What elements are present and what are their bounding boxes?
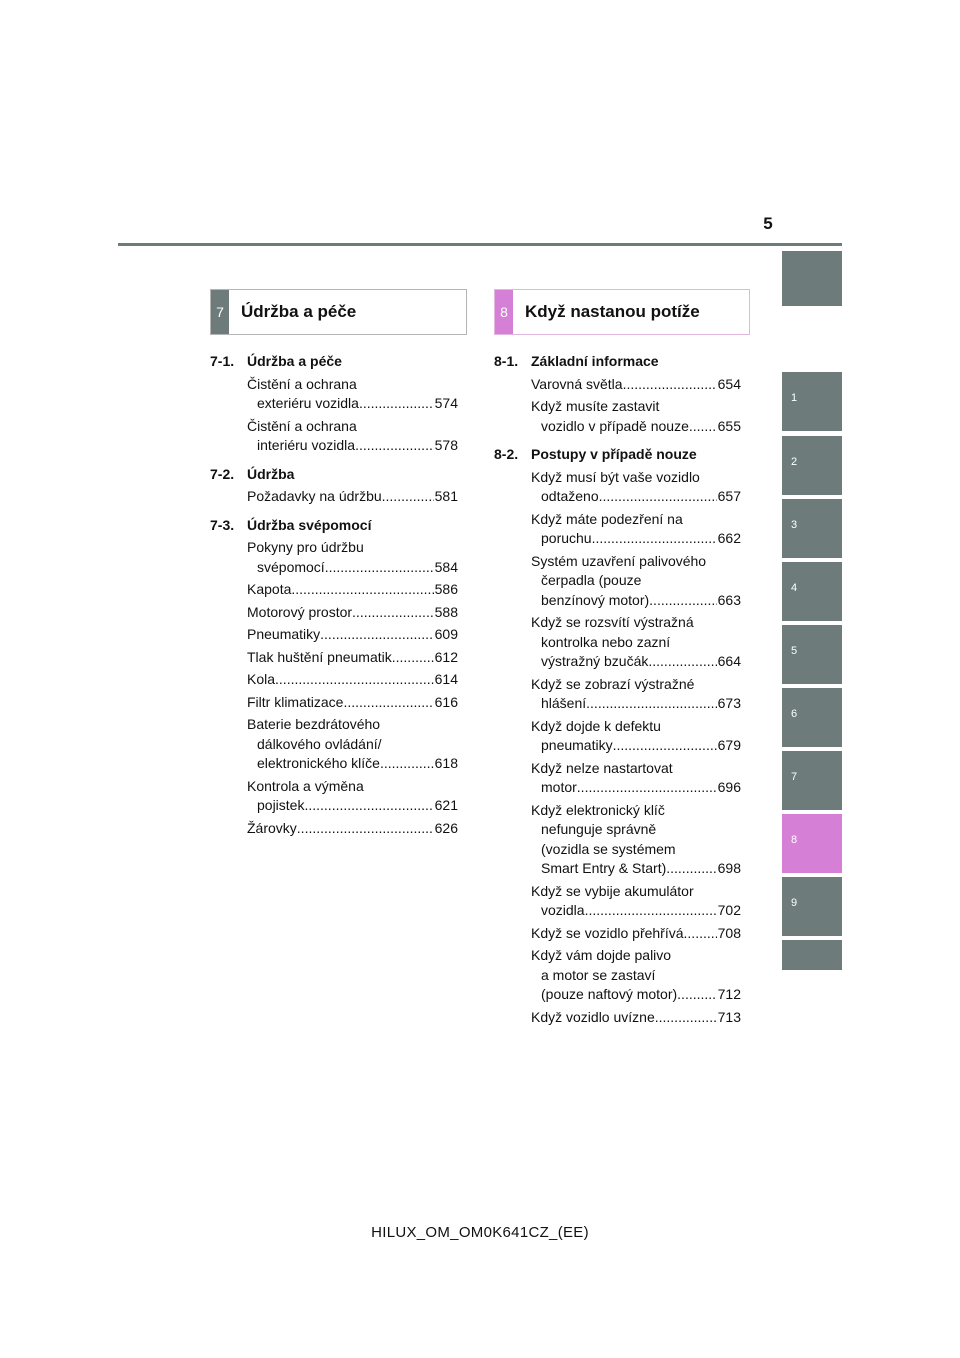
toc-entry[interactable] (210, 603, 458, 623)
toc-entry-last-line (531, 778, 741, 798)
toc-entry[interactable] (494, 397, 741, 436)
toc-entry-text: Systém uzavření palivového (531, 552, 707, 569)
toc-entry-last-line (531, 736, 741, 756)
toc-entry-text: Pokyny pro údržbu (247, 539, 364, 555)
section-title (494, 352, 741, 372)
toc-entry-text: Kapota (247, 581, 292, 597)
toc-entry-text: Když se rozsvítí výstražná (531, 614, 694, 630)
toc-entry-last-line (247, 693, 458, 713)
toc-entry-last-line (247, 487, 458, 507)
section-title-text: Údržba (247, 465, 295, 482)
section-title (210, 516, 458, 536)
section-number: 8-1. (494, 353, 519, 369)
toc-entry-last-line (531, 591, 741, 611)
dot-leader (585, 901, 717, 921)
toc-entry-text: vozidla (541, 902, 585, 918)
toc-entry-last-line (247, 580, 458, 600)
dot-leader (297, 819, 434, 839)
dot-leader (304, 796, 433, 816)
toc-entry-last-line (247, 796, 458, 816)
toc-entry-text: poruchu (541, 530, 592, 546)
toc-entry-last-line (247, 625, 458, 645)
chapter-tab-label: 9 (791, 897, 798, 909)
chapter-8-header (494, 289, 750, 335)
toc-entry-text: dálkového ovládání/ (257, 735, 382, 752)
chapter-7-header (210, 289, 467, 335)
chapter-8-number: 8 (495, 290, 513, 334)
toc-page-number: 655 (717, 417, 741, 434)
toc-entry-text: Když elektronický klíč (531, 801, 665, 818)
chapter-8-contents (494, 352, 741, 1027)
toc-entry-text: Tlak huštění pneumatik (247, 648, 392, 665)
toc-entry-last-line (247, 819, 458, 839)
chapter-tab-label: 4 (791, 582, 798, 594)
toc-entry[interactable] (494, 375, 741, 395)
toc-page-number: 588 (434, 603, 458, 620)
toc-entry-text: Když vám dojde palivo (531, 947, 672, 963)
header-rule (118, 243, 842, 246)
section-number: 7-3. (210, 516, 235, 533)
toc-entry-last-line (247, 648, 458, 668)
toc-entry-text: a motor se zastaví (541, 966, 656, 983)
dot-leader (325, 558, 434, 578)
dot-leader (592, 529, 717, 549)
toc-entry-text: interiéru vozidla (257, 437, 356, 453)
chapter-tab-8[interactable] (782, 814, 842, 873)
chapter-tab-7[interactable] (782, 751, 842, 810)
toc-entry-text: Když se vozidlo přehřívá (531, 924, 684, 941)
toc-page-number: 679 (717, 737, 741, 753)
dot-leader (392, 648, 434, 668)
toc-page-number: 698 (717, 860, 741, 876)
section-title-text: Údržba a péče (247, 353, 342, 369)
toc-entry-text: Když musíte zastavit (531, 398, 660, 414)
toc-entry-text: Žárovky (247, 819, 297, 836)
toc-entry-text: svépomocí (257, 558, 325, 575)
dot-leader (613, 736, 717, 756)
chapter-tab-blank[interactable] (782, 251, 842, 306)
toc-page-number: 663 (717, 591, 741, 608)
dot-leader (352, 603, 434, 623)
toc-entry-text: odtaženo (541, 488, 599, 504)
toc-entry[interactable] (494, 1008, 741, 1028)
toc-page-number: 574 (434, 395, 458, 411)
toc-entry-text: pneumatiky (541, 737, 613, 753)
toc-page-number: 616 (434, 693, 458, 710)
section-number: 8-2. (494, 446, 519, 462)
toc-page-number: 626 (434, 819, 458, 836)
toc-entry-text: Čistění a ochrana (247, 375, 357, 392)
toc-entry-text: Smart Entry & Start) (541, 860, 667, 876)
toc-entry[interactable] (494, 717, 741, 756)
dot-leader (677, 985, 716, 1005)
toc-page-number: 673 (717, 695, 741, 711)
dot-leader (355, 436, 434, 456)
toc-entry-last-line (247, 394, 458, 414)
toc-page-number: 662 (717, 530, 741, 546)
dot-leader (655, 1008, 717, 1028)
toc-entry[interactable] (210, 819, 458, 839)
toc-entry-last-line (247, 754, 458, 774)
toc-entry-text: Kontrola a výměna (247, 777, 364, 794)
dot-leader (599, 487, 717, 507)
toc-entry[interactable] (494, 675, 741, 714)
toc-page-number: 664 (717, 653, 741, 669)
chapter-tab-2[interactable] (782, 436, 842, 495)
toc-entry[interactable] (210, 777, 458, 816)
toc-page-number: 581 (434, 488, 458, 504)
toc-entry-last-line (531, 859, 741, 879)
toc-entry-text: Baterie bezdrátového (247, 716, 381, 732)
toc-entry[interactable] (494, 924, 741, 944)
toc-entry-text: Požadavky na údržbu (247, 488, 382, 504)
section-number: 7-1. (210, 353, 235, 369)
chapter-tab-5[interactable] (782, 625, 842, 684)
dot-leader (689, 417, 717, 437)
toc-entry[interactable] (494, 882, 741, 921)
toc-entry-text: (pouze naftový motor) (541, 986, 678, 1002)
toc-entry-last-line (531, 487, 741, 507)
toc-entry-text: kontrolka nebo zazní (541, 633, 671, 650)
section-title (210, 352, 458, 372)
toc-page-number: 578 (434, 437, 458, 453)
chapter-tab-label: 5 (791, 645, 798, 657)
dot-leader (343, 693, 433, 713)
toc-entry-last-line (531, 924, 741, 944)
toc-entry-last-line (531, 417, 741, 437)
toc-entry[interactable] (494, 468, 741, 507)
chapter-7-contents (210, 352, 458, 838)
toc-entry-text: Varovná světla (531, 375, 623, 392)
toc-entry-text: čerpadla (pouze (541, 572, 642, 588)
toc-entry-text: exteriéru vozidla (257, 395, 359, 411)
toc-entry-text: výstražný bzučák (541, 653, 649, 669)
section-title (210, 465, 458, 485)
dot-leader (586, 694, 716, 714)
toc-entry[interactable] (210, 580, 458, 600)
toc-entry-last-line (531, 985, 741, 1005)
toc-entry-last-line (247, 436, 458, 456)
dot-leader (359, 394, 434, 414)
toc-entry-last-line (531, 652, 741, 672)
toc-entry-text: nefunguje správně (541, 821, 657, 837)
toc-page-number: 584 (434, 558, 458, 575)
toc-page-number: 696 (717, 779, 741, 795)
toc-entry-text: vozidlo v případě nouze (541, 417, 689, 434)
chapter-tab-label: 2 (791, 456, 798, 468)
toc-entry-text: Motorový prostor (247, 603, 353, 620)
toc-entry[interactable] (494, 552, 741, 611)
toc-entry[interactable] (210, 487, 458, 507)
toc-entry-text: Filtr klimatizace (247, 693, 344, 710)
dot-leader (577, 778, 717, 798)
toc-entry-text: hlášení (541, 695, 587, 711)
chapter-tab-label: 1 (791, 392, 798, 404)
toc-entry-last-line (531, 694, 741, 714)
toc-entry-last-line (531, 529, 741, 549)
dot-leader (275, 670, 434, 690)
dot-leader (666, 859, 716, 879)
toc-entry-last-line (531, 901, 741, 921)
dot-leader (380, 754, 434, 774)
dot-leader (320, 625, 433, 645)
toc-page-number: 712 (717, 986, 741, 1002)
toc-entry-text: Když se vybije akumulátor (531, 882, 694, 899)
page-number: 5 (763, 214, 773, 233)
toc-entry-last-line (247, 670, 458, 690)
toc-entry[interactable] (494, 613, 741, 672)
toc-page-number: 614 (434, 671, 458, 687)
toc-entry-text: Když nelze nastartovat (531, 759, 673, 776)
section-title (494, 445, 741, 465)
toc-entry-text: Čistění a ochrana (247, 417, 357, 434)
section-title-text: Údržba svépomocí (247, 516, 372, 533)
chapter-tab-4[interactable] (782, 562, 842, 621)
toc-page-number: 586 (434, 581, 458, 597)
section-title-text: Postupy v případě nouze (531, 446, 697, 462)
toc-page-number: 618 (434, 755, 458, 771)
dot-leader (684, 924, 717, 944)
section-title-text: Základní informace (531, 353, 659, 369)
chapter-7-number: 7 (211, 290, 229, 334)
toc-entry[interactable] (210, 625, 458, 645)
toc-entry[interactable] (210, 670, 458, 690)
chapter-tab-blank[interactable] (782, 940, 842, 970)
chapter-tab-1[interactable] (782, 372, 842, 431)
toc-entry-last-line (531, 1008, 741, 1028)
toc-entry-last-line (531, 375, 741, 395)
toc-entry[interactable] (210, 417, 458, 456)
toc-page-number: 702 (717, 902, 741, 918)
toc-page-number: 621 (434, 797, 458, 813)
toc-page-number: 713 (717, 1008, 741, 1025)
chapter-8-title: Když nastanou potíže (525, 302, 700, 321)
toc-entry[interactable] (494, 946, 741, 1005)
toc-entry-text: elektronického klíče (257, 755, 380, 771)
toc-entry[interactable] (210, 648, 458, 668)
chapter-tab-label: 3 (791, 519, 798, 531)
toc-page-number: 609 (434, 626, 458, 642)
toc-entry-last-line (247, 558, 458, 578)
toc-page-number: 654 (717, 375, 741, 392)
chapter-7-title: Údržba a péče (241, 302, 357, 321)
toc-entry[interactable] (494, 759, 741, 798)
chapter-tab-3[interactable] (782, 499, 842, 558)
toc-entry[interactable] (210, 375, 458, 414)
toc-entry-text: Když vozidlo uvízne (531, 1008, 655, 1025)
chapter-tab-9[interactable] (782, 877, 842, 936)
toc-entry[interactable] (210, 715, 458, 774)
toc-page-number: 708 (717, 924, 741, 941)
chapter-tab-label: 8 (791, 834, 798, 846)
toc-entry-last-line (247, 603, 458, 623)
document-code-footer: HILUX_OM_OM0K641CZ_(EE) (371, 1224, 589, 1241)
toc-entry-text: Když máte podezření na (531, 510, 683, 527)
dot-leader (649, 591, 716, 611)
toc-entry-text: pojistek (257, 797, 305, 813)
toc-entry-text: Když dojde k defektu (531, 717, 661, 734)
toc-entry[interactable] (210, 693, 458, 713)
toc-entry-text: motor (541, 779, 577, 795)
chapter-tab-label: 6 (791, 708, 798, 720)
toc-entry[interactable] (210, 538, 458, 577)
toc-page-number: 612 (434, 648, 458, 665)
toc-entry-text: Pneumatiky (247, 626, 321, 642)
toc-page-number: 657 (717, 488, 741, 504)
toc-entry[interactable] (494, 801, 741, 879)
chapter-tab-label: 7 (791, 771, 798, 783)
section-number: 7-2. (210, 465, 235, 482)
dot-leader (382, 487, 434, 507)
toc-entry-text: Když se zobrazí výstražné (531, 675, 695, 692)
dot-leader (648, 652, 716, 672)
toc-entry-text: benzínový motor) (541, 591, 650, 608)
dot-leader (623, 375, 717, 395)
dot-leader (291, 580, 433, 600)
toc-entry-text: (vozidla se systémem (541, 840, 676, 857)
toc-entry-text: Kola (247, 671, 276, 687)
toc-entry-text: Když musí být vaše vozidlo (531, 468, 700, 485)
toc-entry[interactable] (494, 510, 741, 549)
chapter-tab-6[interactable] (782, 688, 842, 747)
